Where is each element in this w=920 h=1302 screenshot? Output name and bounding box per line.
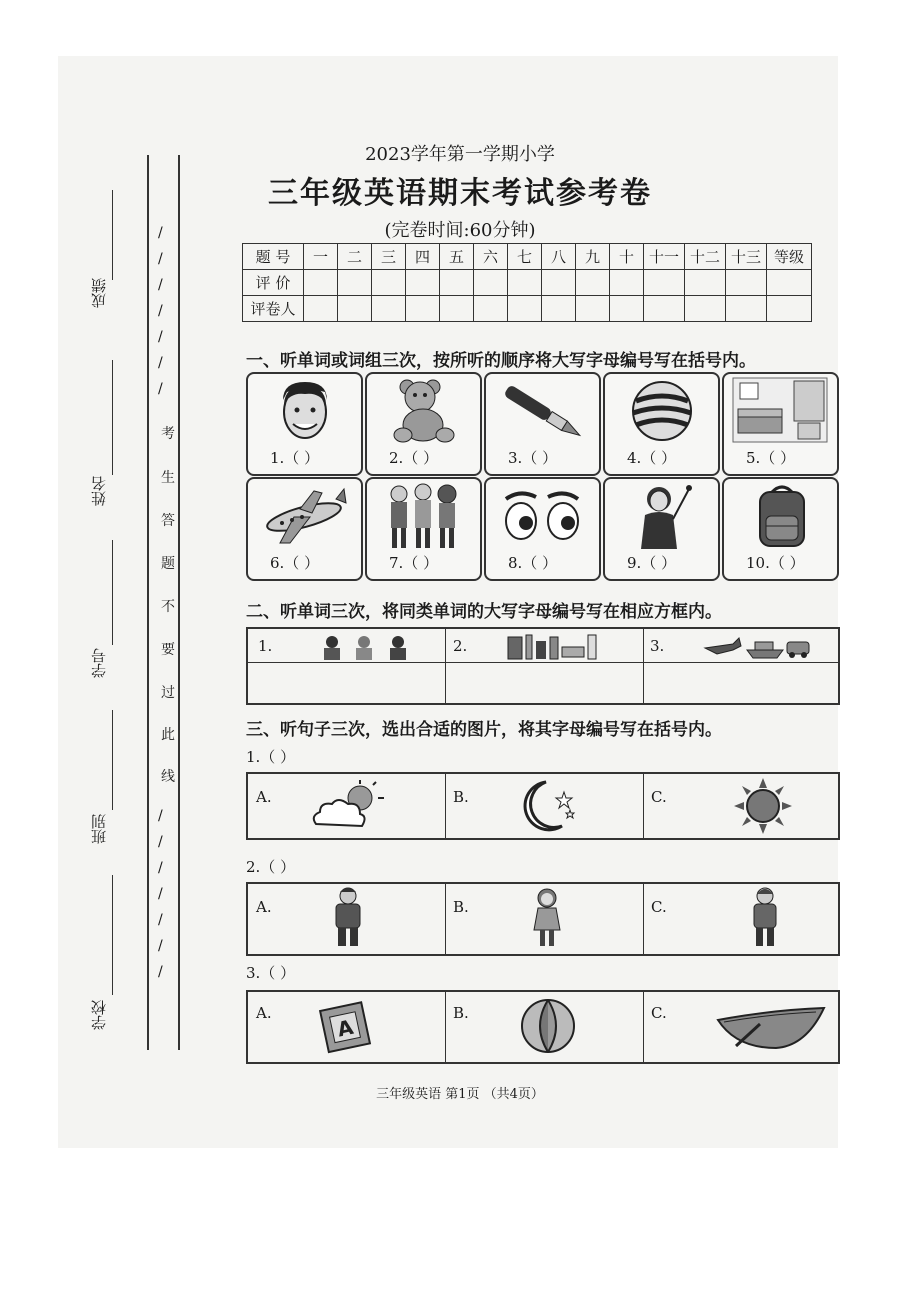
score-cell[interactable] <box>338 296 372 322</box>
score-table-column-header: 九 <box>576 244 610 270</box>
svg-text:A: A <box>335 1014 356 1042</box>
schoolbag-icon <box>752 482 812 550</box>
score-table-header-row <box>243 244 812 270</box>
question-1-options <box>246 772 840 840</box>
letter-block-icon <box>316 998 376 1056</box>
grid-header-divider <box>248 662 838 663</box>
class-field-blank <box>112 710 113 810</box>
teacher-icon <box>627 481 697 551</box>
answer-blank-3[interactable]: 3.（ ） <box>508 449 558 467</box>
picture-card-6 <box>246 477 363 581</box>
picture-card-9 <box>603 477 720 581</box>
man-icon <box>328 886 368 950</box>
score-table-column-header: 十 <box>610 244 644 270</box>
answer-blank-8[interactable]: 8.（ ） <box>508 554 558 572</box>
binding-warning-char: 不 <box>161 599 175 615</box>
score-table-grader-row <box>243 296 812 322</box>
binding-warning-char: 此 <box>161 727 175 743</box>
grid-box-3-number: 3. <box>650 637 665 655</box>
binding-line-left <box>147 155 149 1050</box>
binding-line-right <box>178 155 180 1050</box>
option-b-label[interactable]: B. <box>453 788 469 806</box>
pen-icon <box>498 380 588 446</box>
grid-cell-divider <box>643 629 644 703</box>
eyes-icon <box>500 489 584 545</box>
option-divider <box>643 774 644 838</box>
binding-slash: / <box>158 277 163 293</box>
option-c-label[interactable]: C. <box>651 788 667 806</box>
score-cell[interactable] <box>406 270 440 296</box>
score-cell[interactable] <box>372 296 406 322</box>
friends-icon <box>383 482 463 550</box>
exam-title: 三年级英语期末考试参考卷 <box>268 176 652 211</box>
option-a-label[interactable]: A. <box>256 1004 272 1022</box>
binding-warning-char: 线 <box>161 769 175 785</box>
boy-face-icon <box>275 378 335 444</box>
stationery-icon <box>506 633 602 661</box>
option-divider <box>445 992 446 1062</box>
ball-icon <box>630 379 694 443</box>
score-table-column-header: 三 <box>372 244 406 270</box>
question-2-number[interactable]: 2.（ ） <box>246 858 296 876</box>
score-cell[interactable] <box>474 270 508 296</box>
binding-slash: / <box>158 938 163 954</box>
score-table-row-label: 评卷人 <box>243 296 304 322</box>
picture-card-7 <box>365 477 482 581</box>
moon-stars-icon <box>518 778 578 834</box>
classification-grid <box>246 627 840 705</box>
option-divider <box>643 992 644 1062</box>
score-cell[interactable] <box>338 270 372 296</box>
score-cell[interactable] <box>508 296 542 322</box>
binding-slash: / <box>158 329 163 345</box>
binding-warning-char: 生 <box>161 470 175 486</box>
picture-card-3 <box>484 372 601 476</box>
page-footer: 三年级英语 第1页 （共4页） <box>376 1087 544 1102</box>
score-cell[interactable] <box>726 270 767 296</box>
binding-slash: / <box>158 808 163 824</box>
score-table-row-label: 题 号 <box>243 244 304 270</box>
score-cell[interactable] <box>644 296 685 322</box>
answer-blank-6[interactable]: 6.（ ） <box>270 554 320 572</box>
score-cell[interactable] <box>440 270 474 296</box>
score-cell[interactable] <box>304 270 338 296</box>
question-3-options <box>246 990 840 1064</box>
answer-blank-4[interactable]: 4.（ ） <box>627 449 677 467</box>
exam-duration: (完卷时间:60分钟) <box>384 220 536 241</box>
binding-slash: / <box>158 834 163 850</box>
binding-warning-char: 要 <box>161 642 175 658</box>
score-cell[interactable] <box>767 296 812 322</box>
score-table-column-header: 十二 <box>685 244 726 270</box>
picture-card-8 <box>484 477 601 581</box>
answer-blank-1[interactable]: 1.（ ） <box>270 449 320 467</box>
answer-blank-7[interactable]: 7.（ ） <box>389 554 439 572</box>
score-cell[interactable] <box>542 270 576 296</box>
score-cell[interactable] <box>576 270 610 296</box>
option-a-label[interactable]: A. <box>256 898 272 916</box>
class-field-label: 班别 <box>90 814 108 844</box>
option-a-label[interactable]: A. <box>256 788 272 806</box>
score-cell[interactable] <box>685 270 726 296</box>
option-divider <box>445 884 446 954</box>
binding-slash: / <box>158 886 163 902</box>
score-table-column-header: 一 <box>304 244 338 270</box>
score-table <box>242 243 812 322</box>
grid-box-2-number: 2. <box>453 637 468 655</box>
score-table-column-header: 等级 <box>767 244 812 270</box>
sun-icon <box>734 778 792 834</box>
score-table-column-header: 四 <box>406 244 440 270</box>
binding-slash: / <box>158 964 163 980</box>
student-number-field-label: 学号 <box>90 648 108 678</box>
picture-card-1 <box>246 372 363 476</box>
score-cell[interactable] <box>685 296 726 322</box>
beach-ball-icon <box>520 998 576 1054</box>
name-field-blank <box>112 360 113 475</box>
option-b-label[interactable]: B. <box>453 898 469 916</box>
vehicles-icon <box>703 634 813 660</box>
score-table-column-header: 六 <box>474 244 508 270</box>
name-field-label: 姓名 <box>90 476 108 506</box>
exam-term-line: 2023学年第一学期小学 <box>365 144 555 165</box>
picture-card-5 <box>722 372 839 476</box>
score-cell[interactable] <box>372 270 406 296</box>
score-cell[interactable] <box>542 296 576 322</box>
binding-slash: / <box>158 303 163 319</box>
boy-icon <box>748 886 782 950</box>
boat-icon <box>716 1006 826 1052</box>
score-table-column-header: 五 <box>440 244 474 270</box>
girl-icon <box>530 888 564 948</box>
picture-card-4 <box>603 372 720 476</box>
score-table-column-header: 七 <box>508 244 542 270</box>
score-table-column-header: 十一 <box>644 244 685 270</box>
binding-slash: / <box>158 225 163 241</box>
bedroom-icon <box>732 377 828 443</box>
binding-slash: / <box>158 912 163 928</box>
section-1-title: 一、听单词或词组三次，按所听的顺序将大写字母编号写在括号内。 <box>246 351 756 371</box>
question-1-number[interactable]: 1.（ ） <box>246 748 296 766</box>
school-field-blank <box>112 875 113 995</box>
section-3-title: 三、听句子三次，选出合适的图片，将其字母编号写在括号内。 <box>246 720 722 740</box>
binding-warning-char: 过 <box>161 685 175 701</box>
people-icon <box>320 634 412 660</box>
binding-warning-char: 考 <box>161 426 175 442</box>
binding-warning-char: 答 <box>161 513 175 529</box>
teddy-bear-icon <box>389 377 459 445</box>
grid-box-1-number: 1. <box>258 637 273 655</box>
score-cell[interactable] <box>767 270 812 296</box>
binding-warning-char: 题 <box>161 556 175 572</box>
score-cell[interactable] <box>644 270 685 296</box>
option-c-label[interactable]: C. <box>651 1004 667 1022</box>
student-number-field-blank <box>112 540 113 645</box>
grid-cell-divider <box>445 629 446 703</box>
section-2-title: 二、听单词三次，将同类单词的大写字母编号写在相应方框内。 <box>246 602 722 622</box>
question-2-options <box>246 882 840 956</box>
school-field-label: 学校 <box>90 1000 108 1030</box>
score-cell[interactable] <box>576 296 610 322</box>
score-table-row-label: 评 价 <box>243 270 304 296</box>
option-divider <box>445 774 446 838</box>
answer-blank-9[interactable]: 9.（ ） <box>627 554 677 572</box>
score-table-eval-row <box>243 270 812 296</box>
cloudy-sun-icon <box>308 780 388 834</box>
option-divider <box>643 884 644 954</box>
score-cell[interactable] <box>440 296 474 322</box>
answer-blank-5[interactable]: 5.（ ） <box>746 449 796 467</box>
score-cell[interactable] <box>406 296 440 322</box>
binding-slash: / <box>158 251 163 267</box>
binding-slash: / <box>158 355 163 371</box>
score-field-label: 成绩 <box>90 278 108 308</box>
binding-slash: / <box>158 860 163 876</box>
picture-card-10 <box>722 477 839 581</box>
option-c-label[interactable]: C. <box>651 898 667 916</box>
score-table-column-header: 八 <box>542 244 576 270</box>
score-cell[interactable] <box>610 270 644 296</box>
score-cell[interactable] <box>304 296 338 322</box>
score-cell[interactable] <box>508 270 542 296</box>
option-b-label[interactable]: B. <box>453 1004 469 1022</box>
score-cell[interactable] <box>726 296 767 322</box>
binding-slash: / <box>158 381 163 397</box>
airplane-icon <box>260 485 348 547</box>
score-table-column-header: 十三 <box>726 244 767 270</box>
score-table-column-header: 二 <box>338 244 372 270</box>
score-cell[interactable] <box>610 296 644 322</box>
answer-blank-2[interactable]: 2.（ ） <box>389 449 439 467</box>
score-cell[interactable] <box>474 296 508 322</box>
picture-card-2 <box>365 372 482 476</box>
question-3-number[interactable]: 3.（ ） <box>246 964 296 982</box>
answer-blank-10[interactable]: 10.（ ） <box>746 554 805 572</box>
